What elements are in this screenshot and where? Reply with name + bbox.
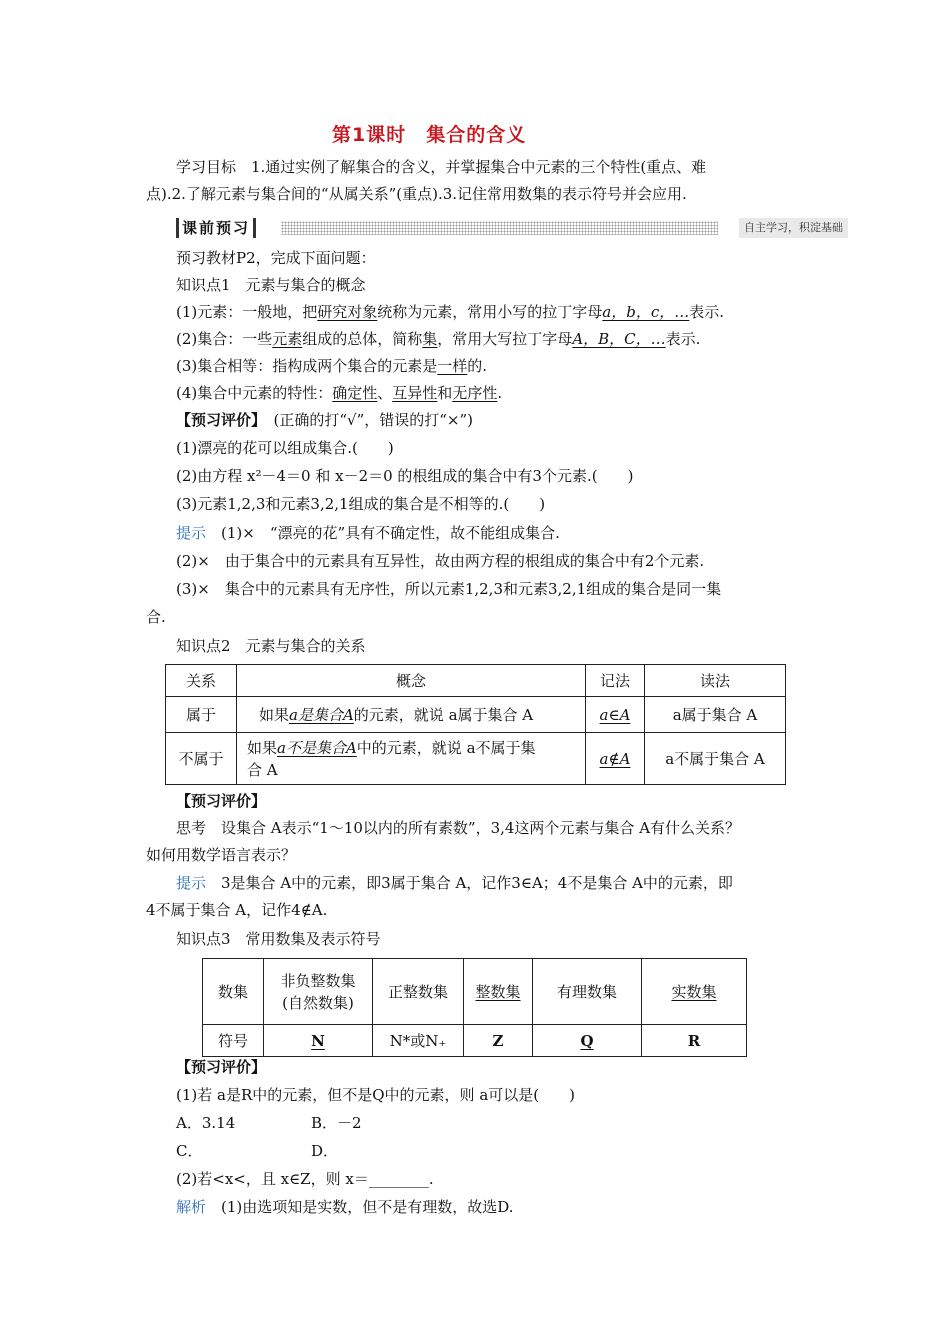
symbol: N <box>311 1031 325 1050</box>
preview-intro: 预习教材P2，完成下面问题： <box>176 249 376 267</box>
answer-blank: A，B，C，… <box>572 330 666 348</box>
text: 中的元素，就说 a不属于集 <box>356 738 536 757</box>
eval3-heading: 【预习评价】 <box>176 1058 267 1076</box>
table-row <box>166 733 786 785</box>
text: 、 <box>377 384 393 402</box>
text: (1)元素：一般地，把 <box>176 303 318 321</box>
banner-dotted-fill <box>281 221 718 235</box>
eval2-hint <box>176 872 733 894</box>
eval1-answer-3-cont: 合. <box>146 608 166 626</box>
eval-note: (正确的打“√”，错误的打“×”) <box>258 411 474 429</box>
header-cell <box>464 959 533 1025</box>
eval1-q3: (3)元素1,2,3和元素3,2,1组成的集合是不相等的.( ) <box>176 495 546 513</box>
symbol-cell: Z <box>464 1025 533 1057</box>
notation-cell <box>586 697 645 733</box>
kp1-item-4 <box>176 382 502 404</box>
text: (3)集合相等：指构成两个集合的元素是 <box>176 357 438 375</box>
eval2-think-2: 如何用数学语言表示？ <box>146 846 297 864</box>
text: 和 <box>437 384 453 402</box>
header-cell <box>642 959 747 1025</box>
text: 组成的总体，简称 <box>302 330 423 348</box>
eval1-answer-2: (2)× 由于集合中的元素具有互异性，故由两方程的根组成的集合中有2个元素. <box>176 552 705 570</box>
header-cell: 有理数集 <box>533 959 642 1025</box>
symbol-cell <box>264 1025 373 1057</box>
eval1-heading-line <box>176 409 473 431</box>
text: 如果 <box>247 738 278 757</box>
objectives-line-2: 点).2.了解元素与集合间的“从属关系”(重点).3.记住常用数集的表示符号并会应用. <box>146 185 687 203</box>
header-cell: 数集 <box>203 959 264 1025</box>
symbol-cell <box>533 1025 642 1057</box>
text: ，常用大写拉丁字母 <box>437 330 573 348</box>
concept-cell <box>237 697 586 733</box>
text: 统称为元素，常用小写的拉丁字母 <box>377 303 603 321</box>
reading-cell: a不属于集合 A <box>645 733 786 785</box>
text: (4)集合中元素的特性： <box>176 384 333 402</box>
answer-blank: 互异性 <box>392 384 438 402</box>
symbol-cell: R <box>642 1025 747 1057</box>
text: 表示. <box>665 330 701 348</box>
eval3-q2: (2)若<x<，且 x∈Z，则 x＝________. <box>176 1170 434 1188</box>
section-banner <box>176 218 848 238</box>
relation-cell: 不属于 <box>166 733 237 785</box>
answer-blank: a是集合A <box>289 705 354 724</box>
hint-text: (1)× “漂亮的花”具有不确定性，故不能组成集合. <box>206 524 560 542</box>
row-label: 符号 <box>203 1025 264 1057</box>
eval1-q1: (1)漂亮的花可以组成集合.( ) <box>176 439 394 457</box>
eval3-q1: (1)若 a是R中的元素，但不是Q中的元素，则 a可以是( ) <box>176 1086 575 1104</box>
kp1-item-3 <box>176 355 487 377</box>
table-row <box>166 697 786 733</box>
header-cell: 读法 <box>645 665 786 697</box>
notation: a∈A <box>599 705 631 724</box>
text: (2)集合：一些 <box>176 330 273 348</box>
kp1-item-2 <box>176 328 700 350</box>
header-cell <box>264 959 373 1025</box>
text: 表示. <box>689 303 725 321</box>
answer-blank: 确定性 <box>332 384 378 402</box>
notation: a∉A <box>599 749 631 768</box>
header-cell: 概念 <box>237 665 586 697</box>
symbol: Q <box>580 1031 594 1050</box>
concept-cell <box>237 733 586 785</box>
kp1-item-1 <box>176 301 724 323</box>
text: . <box>497 384 503 402</box>
answer-blank: a不是集合A <box>277 738 357 757</box>
solution-label: 解析 <box>176 1198 207 1216</box>
set-name: 整数集 <box>475 982 521 1001</box>
banner-tag: 自主学习，积淀基础 <box>739 218 848 238</box>
hint-label: 提示 <box>176 874 207 892</box>
text: 如果 <box>259 705 290 724</box>
eval3-option-d: D． <box>311 1142 339 1160</box>
notation-cell <box>586 733 645 785</box>
answer-blank: 无序性 <box>452 384 498 402</box>
kp1-heading: 知识点1 元素与集合的概念 <box>176 276 366 294</box>
eval3-option-a: A．3.14 <box>176 1114 236 1132</box>
relation-cell: 属于 <box>166 697 237 733</box>
header-cell: 关系 <box>166 665 237 697</box>
number-sets-table <box>202 958 747 1057</box>
objectives-line-1: 学习目标 1.通过实例了解集合的含义，并掌握集合中元素的三个特性(重点、难 <box>176 158 707 176</box>
text: 合 A <box>247 760 278 779</box>
eval-heading: 【预习评价】 <box>176 411 259 429</box>
text: 的. <box>467 357 488 375</box>
table-row <box>203 1025 747 1057</box>
answer-blank: 元素 <box>272 330 303 348</box>
eval1-hint <box>176 522 560 544</box>
answer-blank: 一样 <box>437 357 468 375</box>
answer-blank: 集 <box>422 330 438 348</box>
eval2-heading: 【预习评价】 <box>176 792 267 810</box>
eval3-option-c: C． <box>176 1142 203 1160</box>
hint-text: 3是集合 A中的元素，即3属于集合 A，记作3∈A；4不是集合 A中的元素，即 <box>206 874 733 892</box>
table-header-row <box>166 665 786 697</box>
eval1-answer-3: (3)× 集合中的元素具有无序性，所以元素1,2,3和元素3,2,1组成的集合是同一集 <box>176 580 722 598</box>
table-header-row <box>203 959 747 1025</box>
set-name: 非负整数集 <box>280 971 356 990</box>
eval2-think-1: 思考 设集合 A表示“1～10以内的所有素数”，3,4这两个元素与集合 A有什么关系？ <box>176 819 741 837</box>
page-title: 第1课时 集合的含义 <box>332 124 527 146</box>
answer-blank: a，b，c，… <box>602 303 690 321</box>
reading-cell: a属于集合 A <box>645 697 786 733</box>
set-name: 实数集 <box>671 982 717 1001</box>
header-cell: 正整数集 <box>373 959 464 1025</box>
symbol-cell: N*或N₊ <box>373 1025 464 1057</box>
banner-label: 课前预习 <box>176 218 256 238</box>
hint-label: 提示 <box>176 524 207 542</box>
header-cell: 记法 <box>586 665 645 697</box>
set-name-note: (自然数集) <box>282 993 354 1012</box>
eval1-q2: (2)由方程 x²－4＝0 和 x－2＝0 的根组成的集合中有3个元素.( ) <box>176 467 634 485</box>
solution-text: (1)由选项知是实数，但不是有理数，故选D. <box>206 1198 514 1216</box>
eval3-solution <box>176 1196 514 1218</box>
element-relation-table <box>165 664 786 785</box>
kp2-heading: 知识点2 元素与集合的关系 <box>176 637 366 655</box>
kp3-heading: 知识点3 常用数集及表示符号 <box>176 930 381 948</box>
text: 的元素，就说 a属于集合 A <box>353 705 534 724</box>
eval3-option-b: B．－2 <box>311 1114 362 1132</box>
answer-blank: 研究对象 <box>317 303 378 321</box>
eval2-hint-cont: 4不属于集合 A，记作4∉A. <box>146 901 328 919</box>
